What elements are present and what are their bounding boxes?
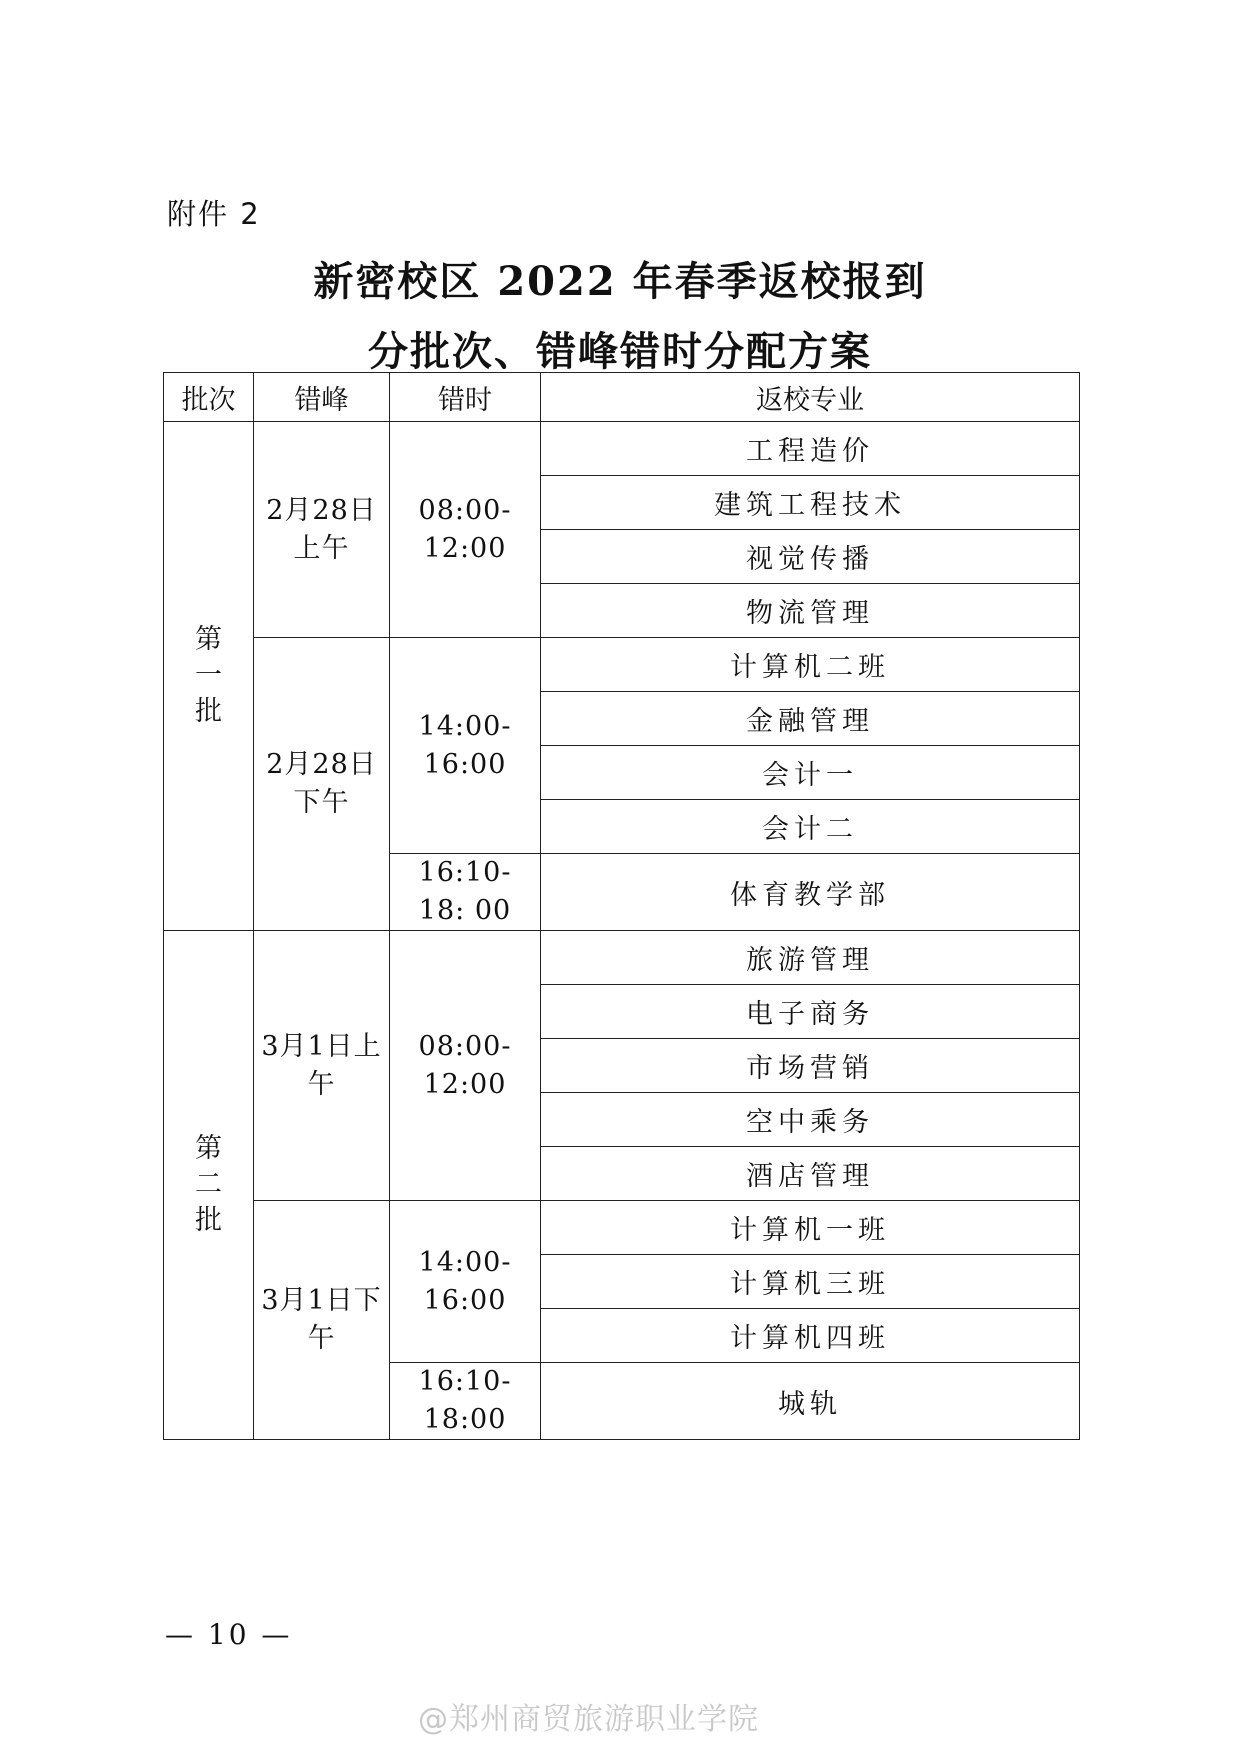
attachment-label: 附件 2 <box>167 197 261 231</box>
major-cell: 会计二 <box>541 800 1080 854</box>
major-cell: 城轨 <box>541 1363 1080 1440</box>
table-row <box>164 422 1080 476</box>
page-number: — 10 — <box>165 1618 293 1651</box>
time-label: 14:00-16:00 <box>418 1246 512 1316</box>
major-cell: 金融管理 <box>541 692 1080 746</box>
batch-cell <box>164 931 254 1440</box>
major-cell: 电子商务 <box>541 985 1080 1039</box>
major-cell: 视觉传播 <box>541 530 1080 584</box>
time-label: 16:10-18:00 <box>418 1366 512 1435</box>
time-cell <box>390 1363 541 1440</box>
major-cell: 空中乘务 <box>541 1093 1080 1147</box>
peak-label: 2月28日上午 <box>266 494 377 564</box>
major-cell: 市场营销 <box>541 1039 1080 1093</box>
schedule-table-body <box>164 422 1080 1440</box>
time-cell <box>390 931 541 1201</box>
header-time: 错时 <box>390 373 541 422</box>
table-row <box>164 1201 1080 1255</box>
time-cell <box>390 638 541 854</box>
watermark: @郑州商贸旅游职业学院 <box>418 1702 759 1737</box>
major-cell: 计算机二班 <box>541 638 1080 692</box>
time-cell <box>390 422 541 638</box>
peak-cell <box>254 422 390 638</box>
document-title-line-1: 新密校区 2022 年春季返校报到 <box>313 258 927 305</box>
peak-cell <box>254 1201 390 1440</box>
batch-label: 第二批 <box>195 1133 222 1236</box>
document-title-line-2: 分批次、错峰错时分配方案 <box>368 328 872 375</box>
header-peak: 错峰 <box>254 373 390 422</box>
header-majors: 返校专业 <box>541 373 1080 422</box>
major-cell: 物流管理 <box>541 584 1080 638</box>
header-batch: 批次 <box>164 373 254 422</box>
major-cell: 建筑工程技术 <box>541 476 1080 530</box>
time-cell <box>390 854 541 931</box>
table-row <box>164 931 1080 985</box>
major-cell: 酒店管理 <box>541 1147 1080 1201</box>
major-cell: 旅游管理 <box>541 931 1080 985</box>
time-cell <box>390 1201 541 1363</box>
major-cell: 计算机四班 <box>541 1309 1080 1363</box>
time-label: 16:10-18: 00 <box>418 857 512 926</box>
peak-cell <box>254 638 390 931</box>
schedule-table <box>163 372 1080 1440</box>
time-label: 08:00-12:00 <box>418 494 512 564</box>
peak-cell <box>254 931 390 1201</box>
table-header-row <box>164 373 1080 422</box>
peak-label: 3月1日下午 <box>261 1285 382 1354</box>
batch-label: 第一批 <box>195 624 222 727</box>
peak-label: 3月1日上午 <box>261 1030 382 1100</box>
peak-label: 2月28日下午 <box>266 749 377 818</box>
major-cell: 工程造价 <box>541 422 1080 476</box>
major-cell: 会计一 <box>541 746 1080 800</box>
time-label: 08:00-12:00 <box>418 1030 512 1100</box>
table-row <box>164 638 1080 692</box>
major-cell: 体育教学部 <box>541 854 1080 931</box>
time-label: 14:00-16:00 <box>418 710 512 780</box>
major-cell: 计算机三班 <box>541 1255 1080 1309</box>
major-cell: 计算机一班 <box>541 1201 1080 1255</box>
batch-cell <box>164 422 254 931</box>
